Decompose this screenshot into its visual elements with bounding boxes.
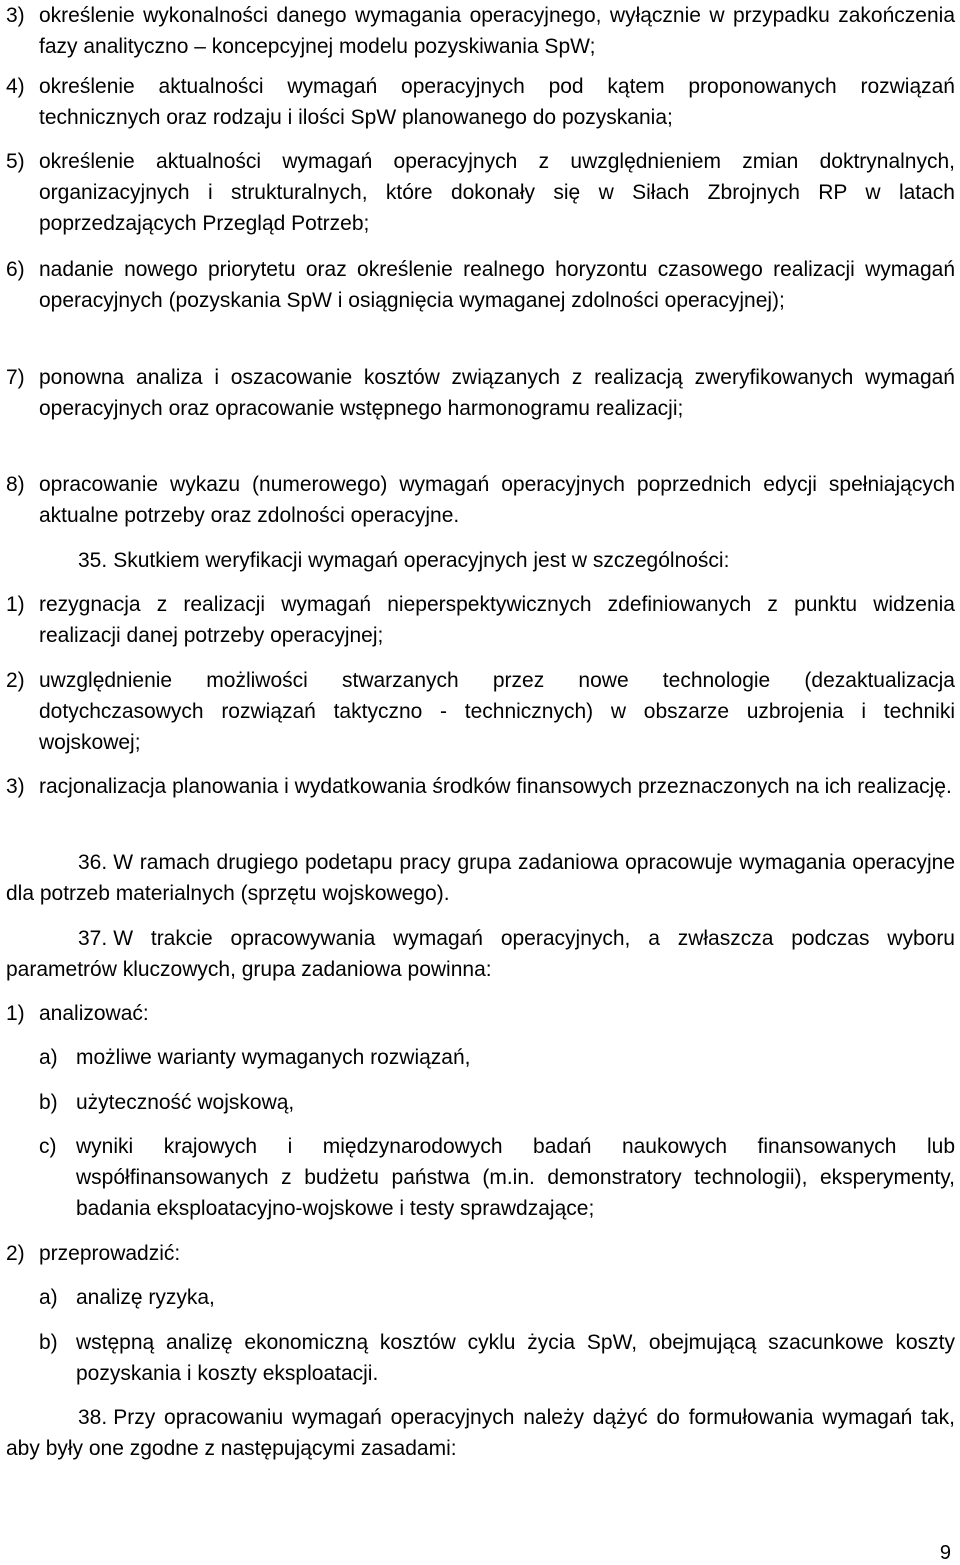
paragraph-38 (6, 1402, 955, 1464)
list-item (6, 589, 955, 651)
list-text: możliwe warianty wymaganych rozwiązań, (76, 1046, 471, 1069)
list-text: określenie aktualności wymagań operacyjnych z uwzględnieniem zmian doktrynalnych, organizacyjnych i strukturalnych, które dokonały się w Siłach Zbrojnych RP w latach poprzedzających Przegląd Potrzeb; (39, 150, 955, 235)
paragraph-number: 38. (78, 1406, 108, 1429)
list-text: wstępną analizę ekonomiczną kosztów cyklu życia SpW, obejmującą szacunkowe koszty pozyskania i koszty eksploatacji. (76, 1331, 955, 1385)
paragraph-37 (6, 923, 955, 985)
list-text: określenie wykonalności danego wymagania operacyjnego, wyłącznie w przypadku zakończenia fazy analityczno – koncepcyjnej modelu pozyskiwania SpW; (39, 4, 955, 58)
list-number: 2) (6, 669, 25, 692)
list-number: 7) (6, 366, 25, 389)
list-item (6, 469, 955, 531)
list-text: racjonalizacja planowania i wydatkowania środków finansowych przeznaczonych na ich realizację. (39, 775, 952, 798)
sub-list-item (6, 1282, 955, 1313)
list-number: 8) (6, 473, 25, 496)
list-number: 3) (6, 775, 25, 798)
list-letter: a) (39, 1286, 58, 1309)
list-text: przeprowadzić: (39, 1242, 181, 1265)
paragraph-number: 36. (78, 851, 108, 874)
list-text: rezygnacja z realizacji wymagań nieperspektywicznych zdefiniowanych z punktu widzenia realizacji danej potrzeby operacyjnej; (39, 593, 955, 647)
list-number: 6) (6, 258, 25, 281)
list-item (6, 362, 955, 424)
paragraph-text: Przy opracowaniu wymagań operacyjnych należy dążyć do formułowania wymagań tak, aby były one zgodne z następującymi zasadami: (6, 1406, 955, 1460)
paragraph-number: 35. (78, 549, 108, 572)
list-number: 2) (6, 1242, 25, 1265)
list-number: 3) (6, 4, 25, 27)
paragraph-35 (6, 545, 955, 576)
list-text: uwzględnienie możliwości stwarzanych przez nowe technologie (dezaktualizacja dotychczasowych rozwiązań taktyczno - technicznych) w obszarze uzbrojenia i techniki wojskowej; (39, 669, 955, 754)
list-text: użyteczność wojskową, (76, 1091, 295, 1114)
list-item (6, 254, 955, 316)
paragraph-text: W trakcie opracowywania wymagań operacyjnych, a zwłaszcza podczas wyboru parametrów kluczowych, grupa zadaniowa powinna: (6, 927, 955, 981)
paragraph-number: 37. (78, 927, 108, 950)
list-text: wyniki krajowych i międzynarodowych badań naukowych finansowanych lub współfinansowanych z budżetu państwa (m.in. demonstratory technologii), eksperymenty, badania eksploatacyjno-wojskowe i testy sprawdzające; (76, 1135, 955, 1220)
sub-list-item (6, 1131, 955, 1224)
list-letter: a) (39, 1046, 58, 1069)
list-item (6, 71, 955, 133)
list-text: nadanie nowego priorytetu oraz określenie realnego horyzontu czasowego realizacji wymagań operacyjnych (pozyskania SpW i osiągnięcia wymaganej zdolności operacyjnej); (39, 258, 955, 312)
paragraph-36 (6, 847, 955, 909)
paragraph-text: W ramach drugiego podetapu pracy grupa zadaniowa opracowuje wymagania operacyjne dla potrzeb materialnych (sprzętu wojskowego). (6, 851, 955, 905)
list-letter: b) (39, 1091, 58, 1114)
paragraph-text: Skutkiem weryfikacji wymagań operacyjnych jest w szczególności: (113, 549, 730, 572)
list-letter: c) (39, 1135, 57, 1158)
list-text: ponowna analiza i oszacowanie kosztów związanych z realizacją zweryfikowanych wymagań operacyjnych oraz opracowanie wstępnego harmonogramu realizacji; (39, 366, 955, 420)
list-item (6, 665, 955, 758)
list-number: 5) (6, 150, 25, 173)
list-text: określenie aktualności wymagań operacyjnych pod kątem proponowanych rozwiązań technicznych oraz rodzaju i ilości SpW planowanego do pozyskania; (39, 75, 955, 129)
list-text: analizę ryzyka, (76, 1286, 215, 1309)
list-item (6, 146, 955, 239)
list-item (6, 1238, 955, 1269)
sub-list-item (6, 1087, 955, 1118)
list-number: 1) (6, 593, 25, 616)
list-letter: b) (39, 1331, 58, 1354)
list-item (6, 0, 955, 62)
list-item (6, 771, 955, 802)
list-text: analizować: (39, 1002, 149, 1025)
list-number: 4) (6, 75, 25, 98)
page-number: 9 (939, 1542, 951, 1564)
list-text: opracowanie wykazu (numerowego) wymagań operacyjnych poprzednich edycji spełniających aktualne potrzeby oraz zdolności operacyjne. (39, 473, 955, 527)
list-number: 1) (6, 1002, 25, 1025)
sub-list-item (6, 1327, 955, 1389)
sub-list-item (6, 1042, 955, 1073)
list-item (6, 998, 955, 1029)
